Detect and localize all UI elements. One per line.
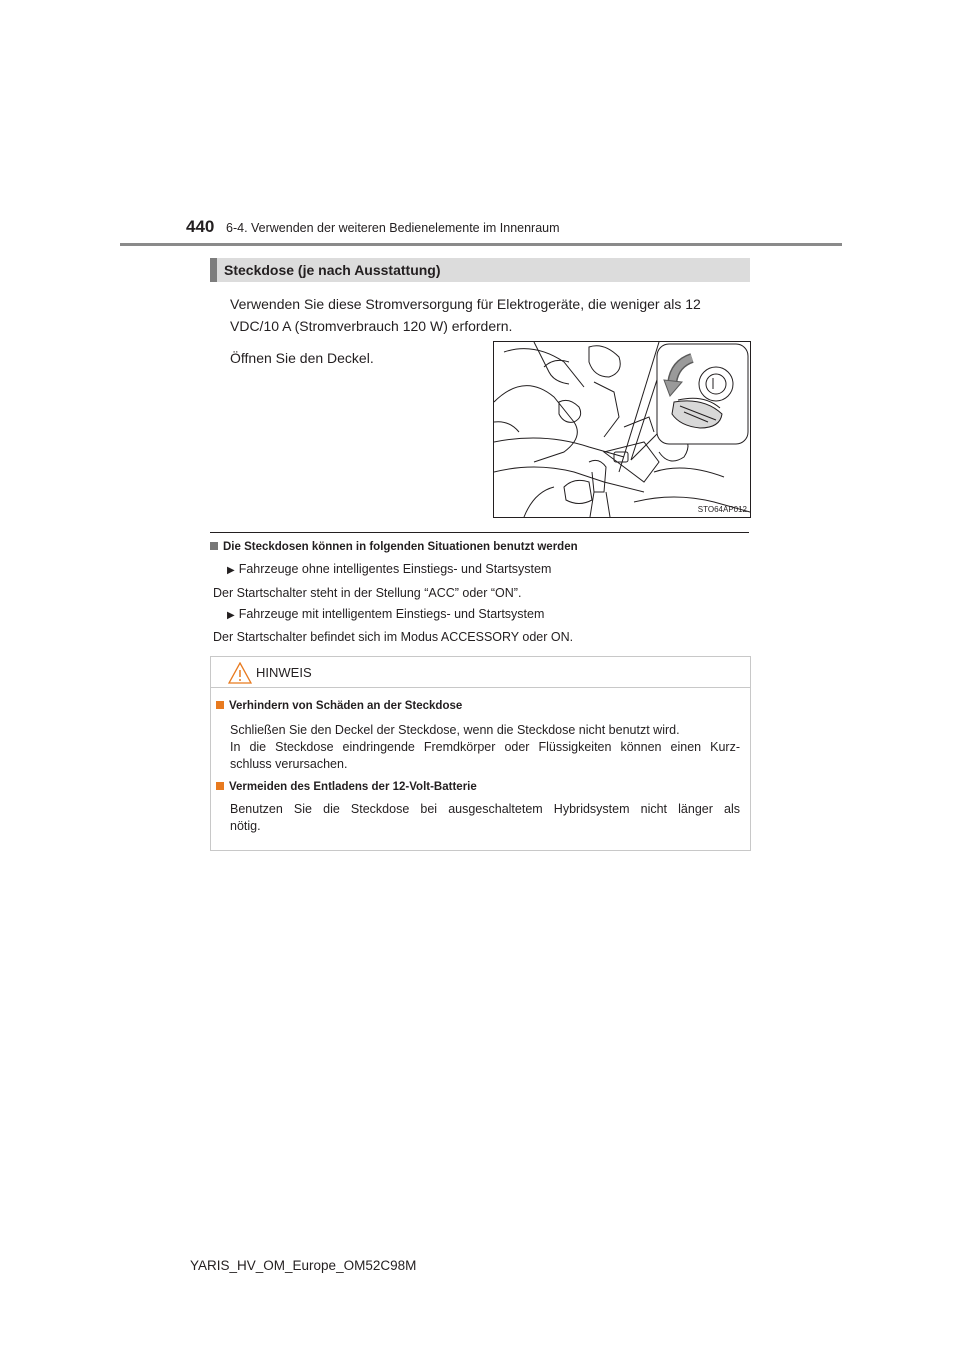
warning-triangle-icon xyxy=(228,662,252,684)
intro-line-2: VDC/10 A (Stromverbrauch 120 W) erfordern. xyxy=(230,318,513,334)
intro-line-1: Verwenden Sie diese Stromversorgung für Elektrogeräte, die weniger als 12 xyxy=(230,296,701,312)
power-outlet-illustration xyxy=(493,341,751,518)
footer-document-code: YARIS_HV_OM_Europe_OM52C98M xyxy=(190,1258,417,1273)
page-number: 440 xyxy=(186,217,215,236)
condition-text-1: Der Startschalter steht in der Stellung “ACC” oder “ON”. xyxy=(213,586,522,600)
condition-bullet-2: ▶ Fahrzeuge mit intelligentem Einstiegs- und Startsystem xyxy=(227,607,545,621)
notice-item-2-text: Benutzen Sie die Steckdose bei ausgeschaltetem Hybridsystem nicht länger als nötig. xyxy=(230,802,740,833)
triangle-right-icon: ▶ xyxy=(227,565,235,576)
subsection-rule xyxy=(210,532,749,533)
notice-item-2-heading: Vermeiden des Entladens der 12-Volt-Batterie xyxy=(216,781,477,793)
figure-code: STO64AP012 xyxy=(697,505,747,514)
condition-text-2: Der Startschalter befindet sich im Modus ACCESSORY oder ON. xyxy=(213,630,574,644)
notice-item-1-text: Schließen Sie den Deckel der Steckdose, wenn die Steckdose nicht benutzt wird. In die Steckdose eindringende Fremdkörper oder Flüssigkeiten können einen Kurz- schluss verursachen. xyxy=(230,723,740,771)
square-bullet-icon xyxy=(216,782,224,790)
notice-divider xyxy=(211,687,750,688)
triangle-right-icon: ▶ xyxy=(227,610,235,621)
square-bullet-icon xyxy=(210,542,218,550)
section-heading: Steckdose (je nach Ausstattung) xyxy=(224,262,441,278)
square-bullet-icon xyxy=(216,701,224,709)
notice-item-1-heading: Verhindern von Schäden an der Steckdose xyxy=(216,700,462,712)
notice-title: HINWEIS xyxy=(256,665,312,680)
dashboard-drawing xyxy=(494,342,750,517)
header-rule xyxy=(120,243,842,246)
section-heading-bar xyxy=(210,258,750,282)
condition-bullet-1: ▶ Fahrzeuge ohne intelligentes Einstiegs- und Startsystem xyxy=(227,562,552,576)
subsection-heading: Die Steckdosen können in folgenden Situationen benutzt werden xyxy=(210,541,578,553)
section-header: 6-4. Verwenden der weiteren Bedienelemente im Innenraum xyxy=(226,221,560,235)
notice-box xyxy=(210,656,751,851)
heading-accent xyxy=(210,258,217,282)
intro-paragraph xyxy=(230,293,745,337)
instruction-paragraph: Öffnen Sie den Deckel. xyxy=(230,350,374,366)
